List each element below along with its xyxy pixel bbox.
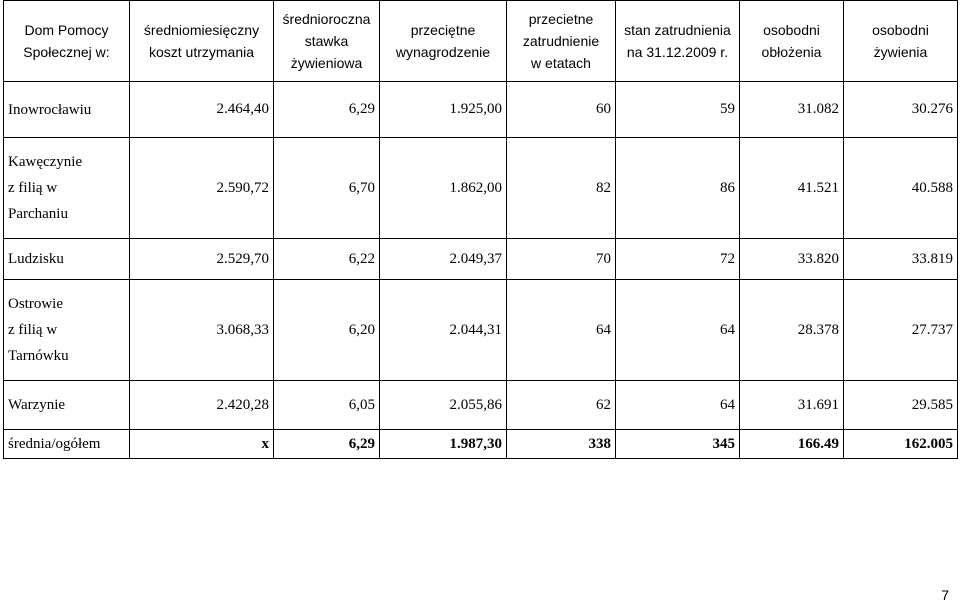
- salary-cell: 1.862,00: [380, 138, 507, 239]
- header-label: średniomiesięczny koszt utrzymania: [143, 22, 260, 60]
- salary-cell: 1.925,00: [380, 82, 507, 138]
- rate-cell: 6,29: [274, 82, 380, 138]
- meal-days-cell: 29.585: [844, 381, 958, 430]
- summary-label: średnia/ogółem: [4, 430, 130, 459]
- header-cell: [616, 1, 740, 82]
- facility-name: [4, 239, 130, 280]
- table-row: [4, 239, 958, 280]
- facility-name-text: Inowrocławiu: [8, 101, 92, 118]
- cost-cell: x: [130, 430, 274, 459]
- occupancy-days-cell: 33.820: [740, 239, 844, 280]
- fte-cell: 338: [507, 430, 616, 459]
- salary-cell: 1.987,30: [380, 430, 507, 459]
- header-label: średnioroczna stawka żywieniowa: [282, 11, 371, 71]
- staff-cell: 64: [616, 381, 740, 430]
- facility-name-text: Ostrowie z filią w Tarnówku: [8, 296, 69, 364]
- staff-cell: 64: [616, 280, 740, 381]
- header-label: osobodni żywienia: [872, 22, 929, 60]
- page-number: 7: [941, 587, 949, 603]
- staff-cell: 72: [616, 239, 740, 280]
- header-label: przeciętne wynagrodzenie: [395, 22, 491, 60]
- header-label: przecietne zatrudnienie w etatach: [522, 11, 600, 71]
- salary-cell: 2.049,37: [380, 239, 507, 280]
- occupancy-days-cell: 31.691: [740, 381, 844, 430]
- facility-name: [4, 82, 130, 138]
- header-cell: [507, 1, 616, 82]
- fte-cell: 82: [507, 138, 616, 239]
- header-row: [4, 1, 958, 82]
- meal-days-cell: 27.737: [844, 280, 958, 381]
- header-cell: [740, 1, 844, 82]
- occupancy-days-cell: 31.082: [740, 82, 844, 138]
- salary-cell: 2.044,31: [380, 280, 507, 381]
- rate-cell: 6,70: [274, 138, 380, 239]
- cost-cell: 3.068,33: [130, 280, 274, 381]
- header-label: osobodni obłożenia: [761, 22, 822, 60]
- table-row: [4, 82, 958, 138]
- table-row: [4, 138, 958, 239]
- table-row: [4, 280, 958, 381]
- facility-name: [4, 138, 130, 239]
- facility-name-text: Ludzisku: [8, 251, 64, 267]
- occupancy-days-cell: 41.521: [740, 138, 844, 239]
- header-cell: [380, 1, 507, 82]
- header-label: Dom Pomocy Społecznej w:: [23, 22, 110, 60]
- facility-name-text: Kawęczynie z filią w Parchaniu: [8, 154, 83, 222]
- header-cell: [274, 1, 380, 82]
- summary-row: [4, 430, 958, 459]
- statistics-table: [3, 0, 958, 459]
- header-label: stan zatrudnienia na 31.12.2009 r.: [624, 22, 731, 60]
- staff-cell: 345: [616, 430, 740, 459]
- meal-days-cell: 30.276: [844, 82, 958, 138]
- meal-days-cell: 162.005: [844, 430, 958, 459]
- rate-cell: 6,22: [274, 239, 380, 280]
- rate-cell: 6,05: [274, 381, 380, 430]
- cost-cell: 2.464,40: [130, 82, 274, 138]
- header-cell: [130, 1, 274, 82]
- occupancy-days-cell: 166.49: [740, 430, 844, 459]
- cost-cell: 2.529,70: [130, 239, 274, 280]
- fte-cell: 62: [507, 381, 616, 430]
- cost-cell: 2.590,72: [130, 138, 274, 239]
- meal-days-cell: 33.819: [844, 239, 958, 280]
- facility-name-text: Warzynie: [8, 397, 66, 413]
- table-row: [4, 381, 958, 430]
- staff-cell: 59: [616, 82, 740, 138]
- rate-cell: 6,20: [274, 280, 380, 381]
- rate-cell: 6,29: [274, 430, 380, 459]
- facility-name: [4, 280, 130, 381]
- meal-days-cell: 40.588: [844, 138, 958, 239]
- facility-name: [4, 381, 130, 430]
- header-cell: [844, 1, 958, 82]
- fte-cell: 64: [507, 280, 616, 381]
- staff-cell: 86: [616, 138, 740, 239]
- fte-cell: 60: [507, 82, 616, 138]
- header-cell: [4, 1, 130, 82]
- occupancy-days-cell: 28.378: [740, 280, 844, 381]
- salary-cell: 2.055,86: [380, 381, 507, 430]
- fte-cell: 70: [507, 239, 616, 280]
- cost-cell: 2.420,28: [130, 381, 274, 430]
